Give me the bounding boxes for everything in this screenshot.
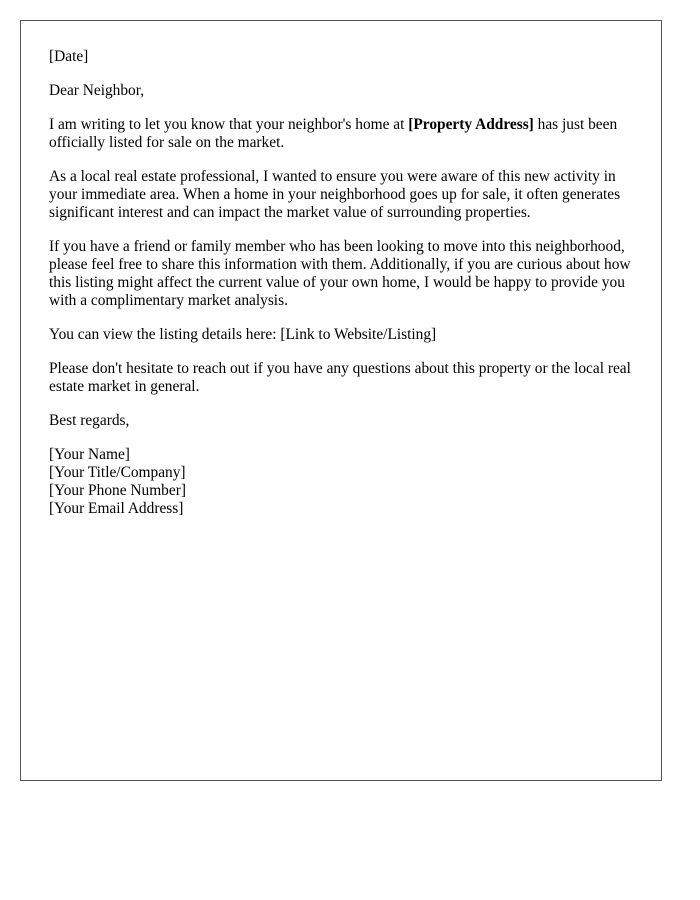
- listing-link-paragraph: You can view the listing details here: [Link to Website/Listing]: [49, 326, 437, 343]
- intro-text-before: I am writing to let you know that your neighbor's home at: [49, 116, 409, 133]
- signature-email: [Your Email Address]: [49, 500, 184, 517]
- letter-page: [20, 20, 662, 781]
- salutation: Dear Neighbor,: [49, 82, 145, 99]
- contact-paragraph: Please don't hesitate to reach out if you have any questions about this property or the local real estate market in general.: [49, 360, 631, 395]
- signature-title-company: [Your Title/Company]: [49, 464, 186, 481]
- signature-name: [Your Name]: [49, 446, 130, 463]
- intro-text-after: has just been officially listed for sale on the market.: [49, 116, 618, 151]
- signature-block: [49, 446, 633, 518]
- awareness-paragraph: As a local real estate professional, I wanted to ensure you were aware of this new activity in your immediate area. When a home in your neighborhood goes up for sale, it often generates significant interest and can impact the market value of surrounding properties.: [49, 168, 621, 221]
- intro-paragraph: [49, 116, 633, 152]
- closing-line: Best regards,: [49, 412, 130, 429]
- date-line: [Date]: [49, 48, 89, 65]
- signature-phone: [Your Phone Number]: [49, 482, 186, 499]
- property-address: [Property Address]: [408, 116, 534, 133]
- referral-paragraph: If you have a friend or family member who has been looking to move into this neighborhood, please feel free to share this information with them. Additionally, if you are curious about how this listing might affect the current value of your own home, I would be happy to provide you with a complimentary market analysis.: [49, 238, 631, 309]
